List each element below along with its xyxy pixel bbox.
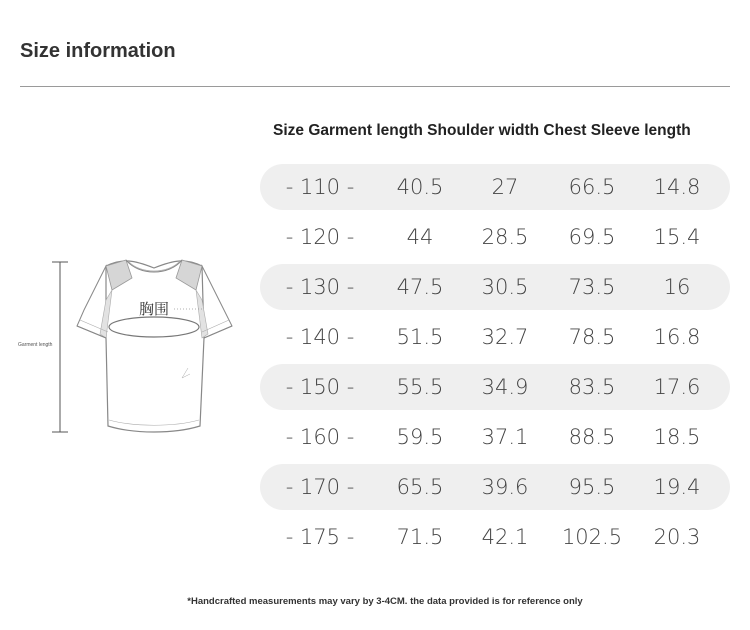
size-cell: - 130 - xyxy=(285,275,355,299)
garment-length-cell: 40.5 xyxy=(396,175,444,199)
chest-label: 胸围 xyxy=(139,300,170,318)
chest-cell: 78.5 xyxy=(568,325,616,349)
chest-cell: 102.5 xyxy=(561,525,623,549)
shoulder-width-cell: 37.1 xyxy=(481,425,529,449)
shoulder-width-cell: 39.6 xyxy=(481,475,529,499)
sleeve-length-cell: 14.8 xyxy=(653,175,701,199)
shoulder-width-cell: 30.5 xyxy=(481,275,529,299)
sleeve-length-cell: 15.4 xyxy=(653,225,701,249)
size-cell: - 120 - xyxy=(285,225,355,249)
sleeve-length-cell: 19.4 xyxy=(653,475,701,499)
title-divider xyxy=(20,86,730,87)
sleeve-length-cell: 16 xyxy=(663,275,691,299)
garment-length-cell: 44 xyxy=(406,225,434,249)
table-row xyxy=(260,514,730,560)
garment-length-cell: 65.5 xyxy=(396,475,444,499)
chest-cell: 95.5 xyxy=(568,475,616,499)
size-cell: - 150 - xyxy=(285,375,355,399)
sleeve-length-cell: 17.6 xyxy=(653,375,701,399)
table-row xyxy=(260,364,730,410)
shoulder-width-cell: 27 xyxy=(491,175,519,199)
shoulder-width-cell: 28.5 xyxy=(481,225,529,249)
garment-length-cell: 59.5 xyxy=(396,425,444,449)
size-cell: - 170 - xyxy=(285,475,355,499)
chest-cell: 69.5 xyxy=(568,225,616,249)
size-cell: - 175 - xyxy=(285,525,355,549)
shoulder-width-cell: 42.1 xyxy=(481,525,529,549)
table-row xyxy=(260,264,730,310)
chest-cell: 88.5 xyxy=(568,425,616,449)
footnote: *Handcrafted measurements may vary by 3-4CM. the data provided is for reference only xyxy=(187,596,583,607)
sleeve-length-cell: 20.3 xyxy=(653,525,701,549)
size-table-header: Size Garment length Shoulder width Chest Sleeve length xyxy=(273,122,691,139)
chest-cell: 73.5 xyxy=(568,275,616,299)
garment-length-cell: 71.5 xyxy=(396,525,444,549)
table-row xyxy=(260,164,730,210)
sleeve-length-cell: 18.5 xyxy=(653,425,701,449)
size-cell: - 140 - xyxy=(285,325,355,349)
garment-length-cell: 47.5 xyxy=(396,275,444,299)
chest-cell: 66.5 xyxy=(568,175,616,199)
garment-length-label: Garment length xyxy=(18,342,53,348)
page-title: Size information xyxy=(20,40,176,62)
shoulder-width-cell: 32.7 xyxy=(481,325,529,349)
chest-cell: 83.5 xyxy=(568,375,616,399)
garment-length-cell: 51.5 xyxy=(396,325,444,349)
table-row xyxy=(260,464,730,510)
table-row xyxy=(260,214,730,260)
sleeve-length-cell: 16.8 xyxy=(653,325,701,349)
size-cell: - 110 - xyxy=(285,175,355,199)
size-cell: - 160 - xyxy=(285,425,355,449)
table-row xyxy=(260,314,730,360)
garment-length-cell: 55.5 xyxy=(396,375,444,399)
shoulder-width-cell: 34.9 xyxy=(481,375,529,399)
table-row xyxy=(260,414,730,460)
